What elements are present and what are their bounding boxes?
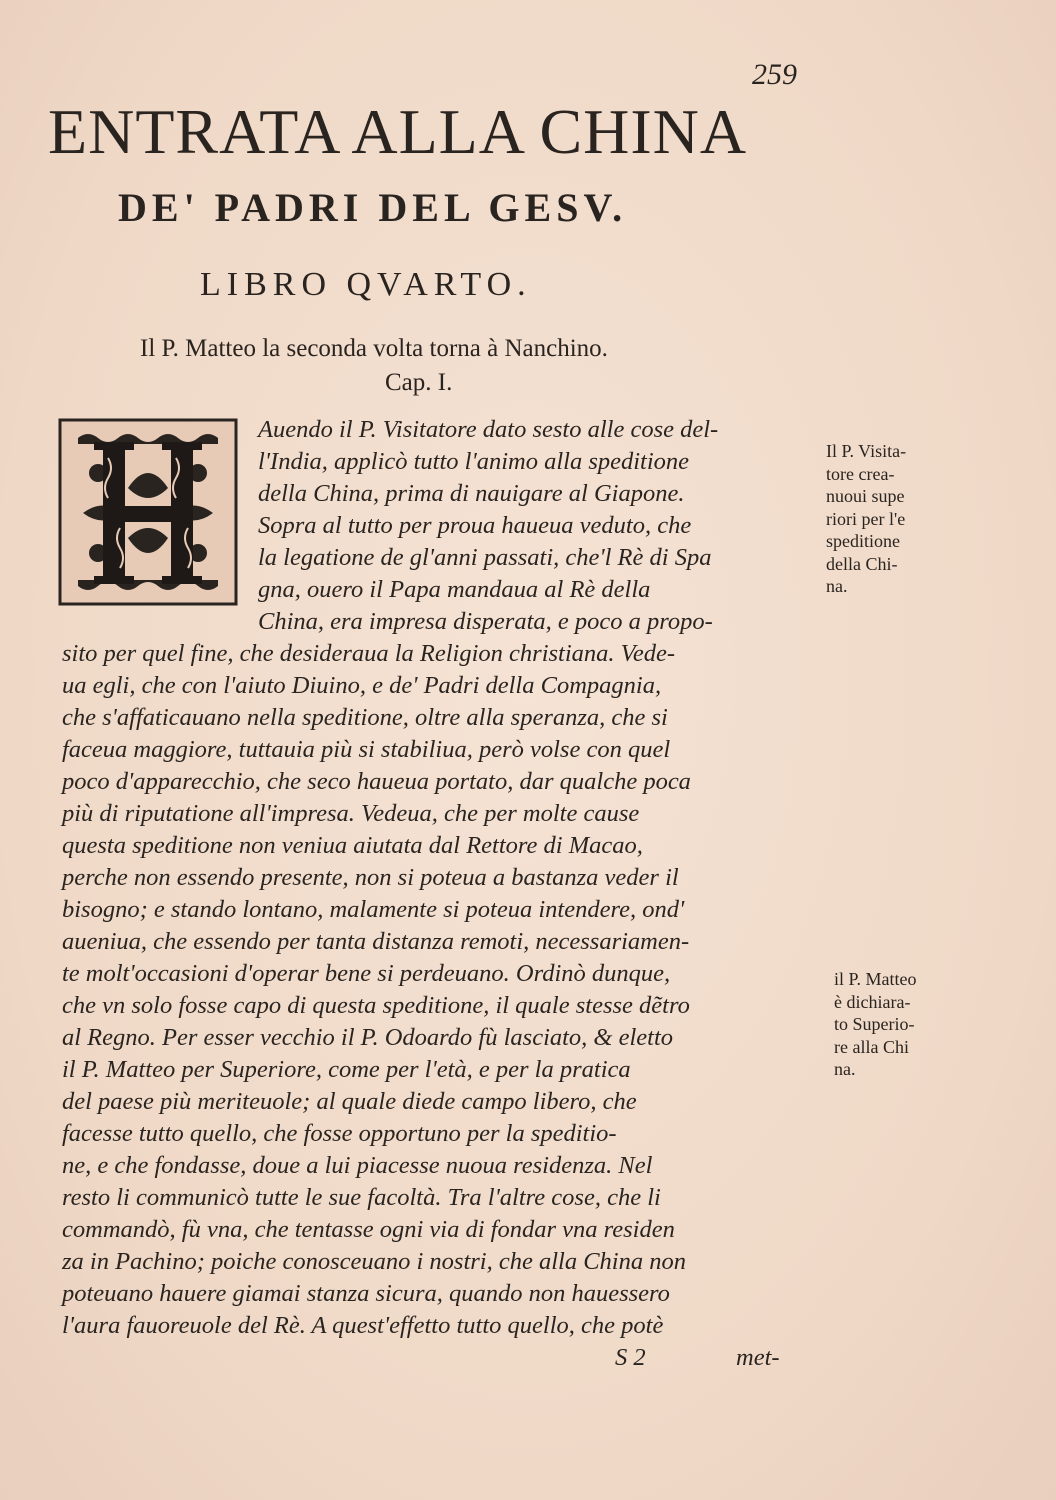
body-line: più di riputatione all'impresa. Vedeua, che per molte cause bbox=[62, 800, 640, 827]
body-line: sito per quel fine, che desideraua la Religion christiana. Vede- bbox=[62, 640, 676, 667]
margin-note-line: na. bbox=[826, 576, 848, 596]
body-line: perche non essendo presente, non si poteua a bastanza veder il bbox=[62, 864, 679, 891]
body-line: della China, prima di nauigare al Giapone. bbox=[258, 480, 685, 507]
body-line: ua egli, che con l'aiuto Diuino, e de' Padri della Compagnia, bbox=[62, 672, 662, 699]
body-line: commandò, fù vna, che tentasse ogni via di fondar vna residen bbox=[62, 1216, 675, 1243]
margin-note-line: tore crea- bbox=[826, 463, 895, 484]
margin-note-line: nuoui supe bbox=[826, 486, 905, 506]
margin-note-line: Il P. Visita- bbox=[826, 441, 907, 461]
margin-note-line: della Chi- bbox=[826, 553, 898, 574]
signature-mark: S 2 bbox=[615, 1344, 646, 1371]
margin-note-line: to Superio- bbox=[834, 1014, 915, 1034]
margin-note-line: il P. Matteo bbox=[834, 969, 917, 989]
margin-note-line: riori per l'e bbox=[826, 508, 906, 529]
body-line: poco d'apparecchio, che seco haueua portato, dar qualche poca bbox=[62, 768, 691, 795]
body-line: che vn solo fosse capo di questa speditione, il quale stesse dẽtro bbox=[62, 992, 690, 1019]
body-line: Sopra al tutto per proua haueua veduto, che bbox=[258, 512, 692, 539]
body-line: resto li communicò tutte le sue facoltà. Tra l'altre cose, che li bbox=[62, 1184, 661, 1211]
body-line: che s'affaticauano nella speditione, oltre alla speranza, che si bbox=[62, 704, 668, 731]
body-line: za in Pachino; poiche conosceuano i nostri, che alla China non bbox=[62, 1248, 686, 1275]
body-line: facesse tutto quello, che fosse opportuno per la speditio- bbox=[62, 1120, 617, 1147]
body-line: ne, e che fondasse, doue a lui piacesse nuoua residenza. Nel bbox=[62, 1152, 653, 1179]
page-subtitle: DE' PADRI DEL GESV. bbox=[118, 185, 628, 230]
body-line: l'aura fauoreuole del Rè. A quest'effetto tutto quello, che potè bbox=[62, 1312, 664, 1339]
body-line: del paese più meriteuole; al quale diede campo libero, che bbox=[62, 1088, 637, 1115]
body-line: l'India, applicò tutto l'animo alla speditione bbox=[258, 448, 690, 475]
body-line: poteuano hauere giamai stanza sicura, quando non hauessero bbox=[62, 1280, 670, 1307]
body-line: te molt'occasioni d'operar bene si perdeuano. Ordinò dunque, bbox=[62, 960, 671, 987]
page-number: 259 bbox=[752, 58, 797, 91]
margin-note-line: speditione bbox=[826, 531, 900, 551]
body-line: gna, ouero il Papa mandaua al Rè della bbox=[258, 576, 651, 603]
body-line: al Regno. Per esser vecchio il P. Odoardo fù lasciato, & eletto bbox=[62, 1024, 674, 1051]
body-line: la legatione de gl'anni passati, che'l Rè di Spa bbox=[258, 544, 712, 571]
body-line: China, era impresa disperata, e poco a propo- bbox=[258, 608, 713, 635]
body-line: Auendo il P. Visitatore dato sesto alle cose del- bbox=[258, 416, 719, 443]
margin-note-line: è dichiara- bbox=[834, 991, 911, 1012]
chapter-title: Il P. Matteo la seconda volta torna à Nanchino. bbox=[140, 335, 608, 362]
margin-note-visitatore bbox=[826, 440, 906, 598]
page-title: ENTRATA ALLA CHINA bbox=[48, 96, 748, 167]
ornamental-initial-icon bbox=[58, 418, 238, 606]
body-line: faceua maggiore, tuttauia più si stabiliua, però volse con quel bbox=[62, 736, 671, 763]
body-line: aueniua, che essendo per tanta distanza remoti, necessariamen- bbox=[62, 928, 690, 955]
margin-note-matteo bbox=[834, 968, 917, 1081]
catchword: met- bbox=[736, 1344, 780, 1371]
chapter-number: Cap. I. bbox=[385, 369, 453, 396]
book-heading: LIBRO QVARTO. bbox=[200, 266, 532, 303]
body-line: il P. Matteo per Superiore, come per l'età, e per la pratica bbox=[62, 1056, 631, 1083]
body-line: bisogno; e stando lontano, malamente si poteua intendere, ond' bbox=[62, 896, 685, 923]
margin-note-line: na. bbox=[834, 1059, 856, 1079]
margin-note-line: re alla Chi bbox=[834, 1036, 909, 1057]
body-line: questa speditione non veniua aiutata dal Rettore di Macao, bbox=[62, 832, 643, 859]
